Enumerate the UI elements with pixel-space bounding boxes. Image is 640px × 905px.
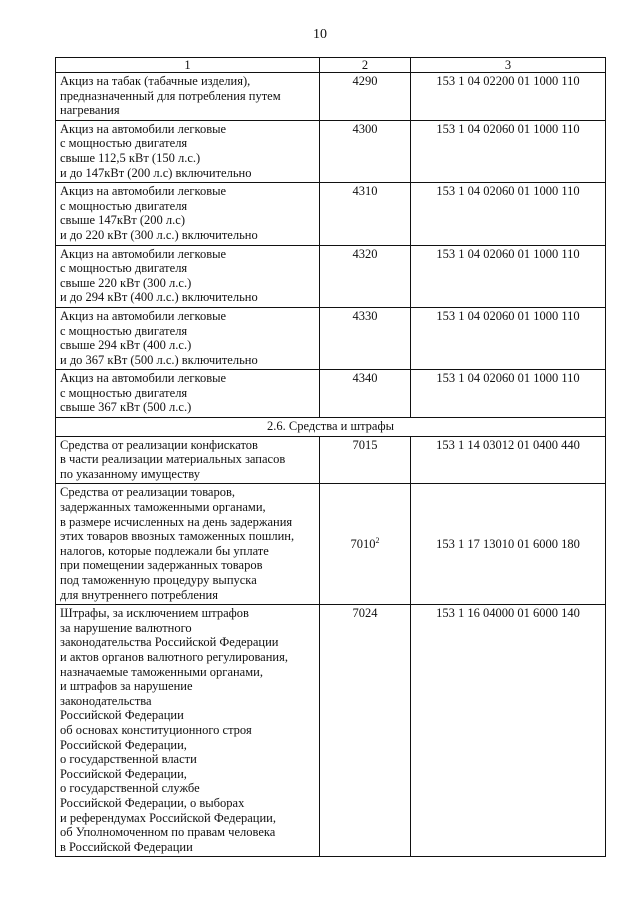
code-value: 7015	[352, 437, 378, 452]
code-value: 4340	[352, 371, 378, 386]
description-line: с мощностью двигателя	[60, 198, 188, 213]
row-kbk: 153 1 04 02060 01 1000 110	[411, 307, 606, 369]
description-line: Средства от реализации конфискатов	[60, 437, 258, 452]
row-kbk: 153 1 04 02060 01 1000 110	[411, 120, 606, 182]
table-row	[56, 436, 606, 484]
description-line: с мощностью двигателя	[60, 136, 188, 151]
table-row	[56, 605, 606, 857]
row-description	[56, 73, 320, 121]
row-code	[320, 245, 411, 307]
code-value: 4310	[352, 184, 378, 199]
row-kbk: 153 1 04 02060 01 1000 110	[411, 183, 606, 245]
row-kbk: 153 1 04 02060 01 1000 110	[411, 245, 606, 307]
row-description	[56, 307, 320, 369]
row-code	[320, 120, 411, 182]
description-line: Штрафы, за исключением штрафов	[60, 606, 249, 621]
row-kbk: 153 1 14 03012 01 0400 440	[411, 436, 606, 484]
row-description	[56, 436, 320, 484]
row-code	[320, 436, 411, 484]
page-number: 10	[313, 27, 327, 42]
description-line: по указанному имуществу	[60, 466, 200, 481]
table-row	[56, 73, 606, 121]
description-line: и референдумах Российской Федерации,	[60, 810, 276, 825]
row-description	[56, 370, 320, 418]
description-line: о государственной власти	[60, 752, 197, 767]
description-line: Российской Федерации, о выборах	[60, 795, 245, 810]
description-line: Акциз на автомобили легковые	[60, 308, 227, 323]
description-line: Акциз на автомобили легковые	[60, 184, 227, 199]
row-code	[320, 73, 411, 121]
description-line: об Уполномоченном по правам человека	[60, 825, 276, 840]
description-line: и до 147кВт (200 л.с) включительно	[60, 165, 252, 180]
section-row	[56, 418, 606, 437]
table-header-row	[56, 58, 606, 73]
row-code	[320, 370, 411, 418]
description-line: и актов органов валютного регулирования,	[60, 649, 288, 664]
row-description	[56, 245, 320, 307]
description-line: Акциз на табак (табачные изделия),	[60, 74, 251, 88]
description-line: предназначенный для потребления путем	[60, 88, 281, 103]
column-header-2: 2	[320, 58, 411, 73]
footnote-marker: 2	[375, 535, 380, 545]
description-line: законодательства	[60, 693, 152, 708]
description-line: и штрафов за нарушение	[60, 679, 193, 694]
description-line: в части реализации материальных запасов	[60, 452, 286, 467]
row-code	[320, 307, 411, 369]
code-value: 4300	[352, 121, 378, 136]
kbk-table	[55, 57, 606, 857]
description-line: Средства от реализации товаров,	[60, 485, 235, 500]
table-row	[56, 370, 606, 418]
description-line: этих товаров ввозных таможенных пошлин,	[60, 529, 295, 544]
description-line: за нарушение валютного	[60, 620, 192, 635]
description-line: налогов, которые подлежали бы уплате	[60, 543, 269, 558]
description-line: нагревания	[60, 103, 120, 118]
description-line: Акциз на автомобили легковые	[60, 246, 227, 261]
row-kbk: 153 1 04 02200 01 1000 110	[411, 73, 606, 121]
row-kbk: 153 1 17 13010 01 6000 180	[411, 484, 606, 605]
column-header-3: 3	[411, 58, 606, 73]
row-description	[56, 183, 320, 245]
description-line: о государственной службе	[60, 781, 200, 796]
row-description	[56, 120, 320, 182]
code-value: 4330	[352, 308, 378, 323]
description-line: свыше 367 кВт (500 л.с.)	[60, 400, 192, 415]
description-line: в Российской Федерации	[60, 839, 193, 854]
description-line: Акциз на автомобили легковые	[60, 371, 227, 386]
table-row	[56, 183, 606, 245]
table-row	[56, 484, 606, 605]
description-line: Российской Федерации,	[60, 737, 187, 752]
description-line: в размере исчисленных на день задержания	[60, 514, 293, 529]
row-kbk: 153 1 16 04000 01 6000 140	[411, 605, 606, 857]
row-description	[56, 605, 320, 857]
description-line: для внутреннего потребления	[60, 587, 218, 602]
description-line: законодательства Российской Федерации	[60, 635, 279, 650]
row-kbk: 153 1 04 02060 01 1000 110	[411, 370, 606, 418]
description-line: под таможенную процедуру выпуска	[60, 573, 257, 587]
description-line: при помещении задержанных товаров	[60, 558, 263, 573]
table-row	[56, 245, 606, 307]
column-header-1: 1	[56, 58, 320, 73]
description-line: Акциз на автомобили легковые	[60, 121, 227, 136]
table-row	[56, 307, 606, 369]
table-row	[56, 120, 606, 182]
description-line: об основах конституционного строя	[60, 722, 252, 737]
code-value: 4320	[352, 246, 378, 261]
description-line: Российской Федерации	[60, 708, 184, 723]
description-line: свыше 294 кВт (400 л.с.)	[60, 338, 192, 353]
row-description	[56, 484, 320, 605]
description-line: назначаемые таможенными органами,	[60, 664, 263, 679]
description-line: и до 220 кВт (300 л.с.) включительно	[60, 227, 258, 242]
row-code	[320, 183, 411, 245]
description-line: свыше 147кВт (200 л.с)	[60, 213, 186, 228]
section-title: 2.6. Средства и штрафы	[56, 418, 606, 437]
code-value: 7010	[350, 536, 376, 551]
row-code	[320, 484, 411, 605]
row-code	[320, 605, 411, 857]
description-line: Российской Федерации,	[60, 766, 187, 781]
description-line: свыше 220 кВт (300 л.с.)	[60, 275, 192, 290]
description-line: и до 294 кВт (400 л.с.) включительно	[60, 290, 258, 305]
description-line: с мощностью двигателя	[60, 385, 188, 400]
description-line: задержанных таможенными органами,	[60, 500, 266, 515]
description-line: с мощностью двигателя	[60, 323, 188, 338]
description-line: и до 367 кВт (500 л.с.) включительно	[60, 352, 258, 367]
description-line: с мощностью двигателя	[60, 261, 188, 276]
code-value: 7024	[352, 606, 378, 621]
description-line: свыше 112,5 кВт (150 л.с.)	[60, 150, 201, 165]
code-value: 4290	[352, 74, 378, 88]
